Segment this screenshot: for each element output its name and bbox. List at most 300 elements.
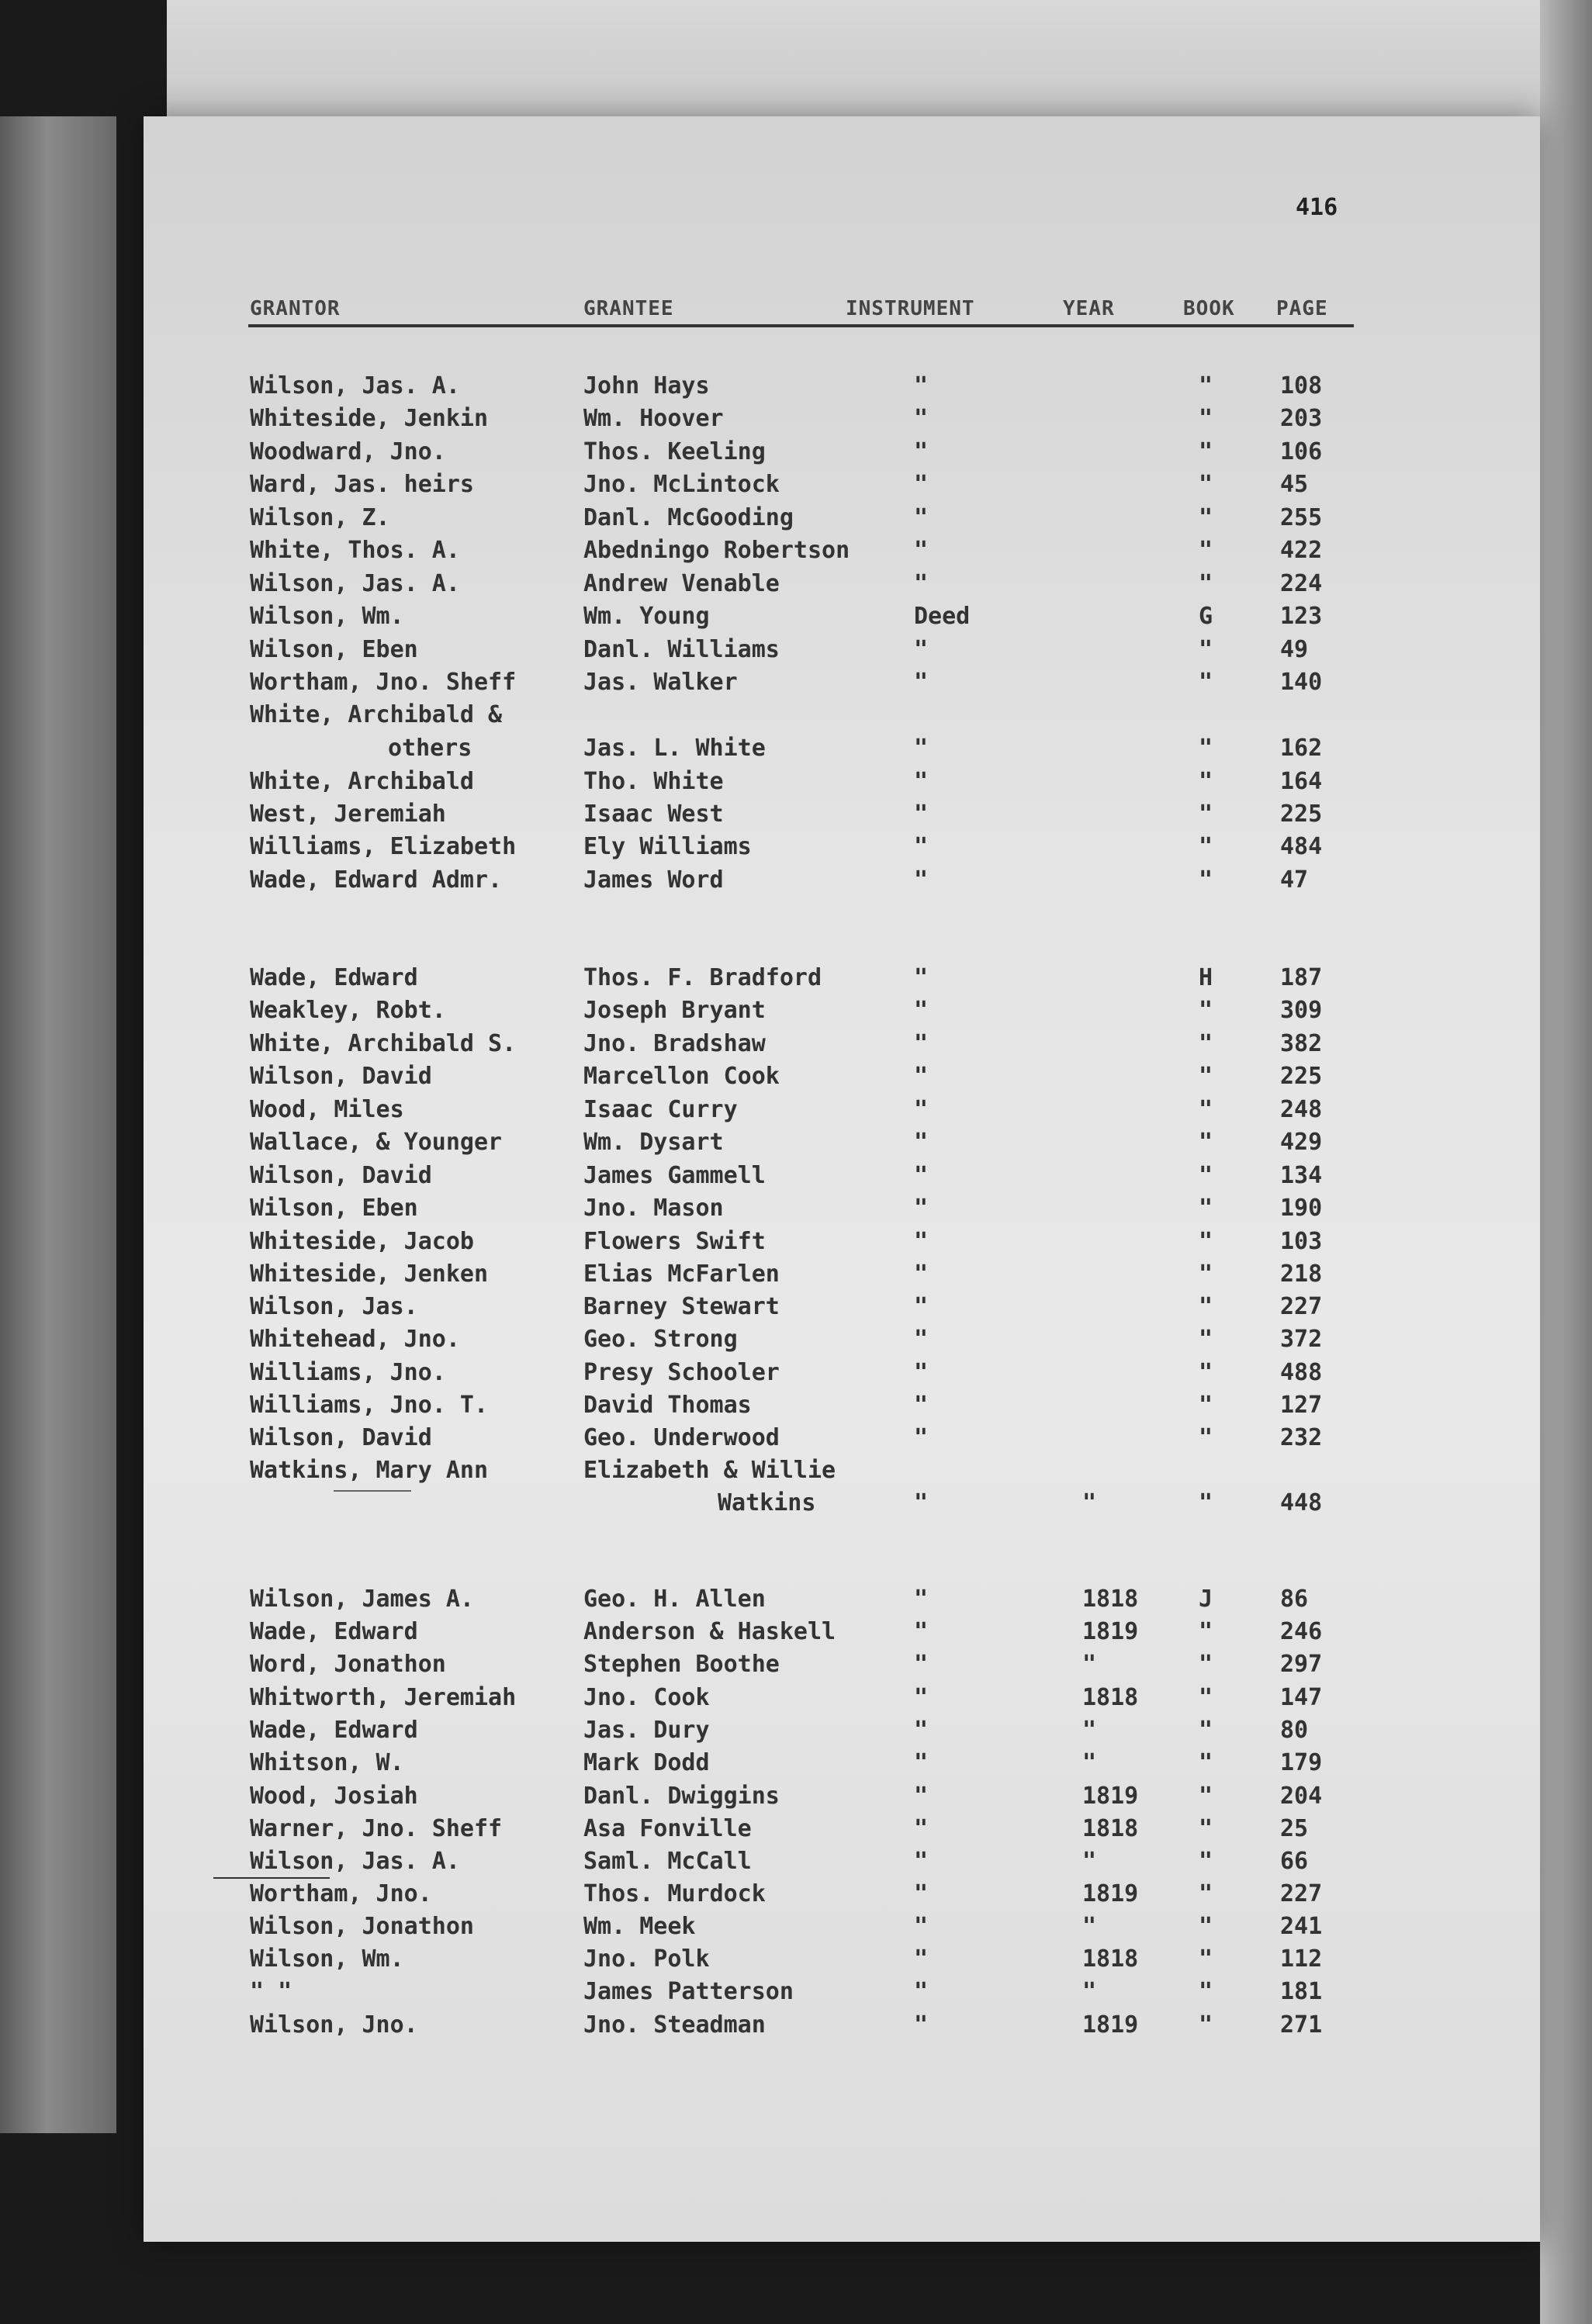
- cell-page: 309: [1280, 997, 1323, 1024]
- cell-grantee: Jno. Polk: [583, 1945, 710, 1973]
- table-row: [0, 1424, 1592, 1457]
- cell-instrument: ": [914, 801, 929, 828]
- cell-book: ": [1199, 1749, 1213, 1776]
- cell-grantor: Weakley, Robt.: [250, 997, 446, 1024]
- cell-book: H: [1199, 964, 1213, 991]
- cell-instrument: ": [914, 735, 929, 762]
- cell-grantor: Warner, Jno. Sheff: [250, 1815, 503, 1842]
- cell-page: 187: [1280, 964, 1323, 991]
- cell-book: ": [1199, 735, 1213, 762]
- header-grantee: GRANTEE: [583, 297, 674, 320]
- table-row: [0, 1618, 1592, 1651]
- cell-instrument: ": [914, 537, 929, 564]
- cell-book: ": [1199, 405, 1213, 432]
- cell-page: 241: [1280, 1913, 1323, 1940]
- cell-grantee: Ely Williams: [583, 833, 752, 860]
- cell-grantor: Williams, Jno. T.: [250, 1392, 489, 1419]
- cell-page: 255: [1280, 504, 1323, 531]
- cell-grantee: Wm. Meek: [583, 1913, 696, 1940]
- cell-grantee: Geo. Strong: [583, 1326, 738, 1353]
- table-row: [0, 1195, 1592, 1227]
- cell-grantee: Andrew Venable: [583, 570, 780, 597]
- cell-book: ": [1199, 570, 1213, 597]
- cell-grantee: Danl. McGooding: [583, 504, 794, 531]
- cell-grantee: Jas. Walker: [583, 669, 738, 696]
- cell-grantor: White, Thos. A.: [250, 537, 460, 564]
- cell-grantee: Watkins: [718, 1489, 816, 1516]
- cell-grantee: Abedningo Robertson: [583, 537, 850, 564]
- cell-grantee: Jno. McLintock: [583, 471, 780, 498]
- table-row: [0, 1096, 1592, 1129]
- cell-grantor: Woodward, Jno.: [250, 438, 446, 465]
- page-top-band: [167, 0, 1556, 124]
- cell-grantor: Wilson, Z.: [250, 504, 390, 531]
- cell-instrument: ": [914, 1489, 929, 1516]
- cell-book: ": [1199, 1618, 1213, 1645]
- cell-grantee: Jas. L. White: [583, 735, 766, 762]
- cell-grantor: Whiteside, Jenkin: [250, 405, 489, 432]
- cell-grantor: Watkins, Mary Ann: [250, 1457, 489, 1484]
- table-row: [0, 570, 1592, 603]
- cell-grantee: John Hays: [583, 372, 710, 399]
- cell-page: 47: [1280, 866, 1309, 894]
- cell-grantor: Wortham, Jno.: [250, 1880, 432, 1907]
- cell-instrument: ": [914, 1618, 929, 1645]
- cell-page: 227: [1280, 1880, 1323, 1907]
- header-book: BOOK: [1183, 297, 1235, 320]
- cell-instrument: ": [914, 636, 929, 663]
- cell-year: ": [1082, 1978, 1097, 2005]
- cell-book: ": [1199, 1783, 1213, 1810]
- cell-grantor: Wilson, Wm.: [250, 603, 404, 630]
- table-row: [0, 1063, 1592, 1095]
- cell-instrument: ": [914, 768, 929, 795]
- header-year: YEAR: [1063, 297, 1115, 320]
- cell-grantor: Wortham, Jno. Sheff: [250, 669, 517, 696]
- cell-page: 49: [1280, 636, 1309, 663]
- cell-book: ": [1199, 1945, 1213, 1973]
- cell-year: 1819: [1082, 1618, 1139, 1645]
- cell-book: ": [1199, 1195, 1213, 1222]
- cell-grantor: Wade, Edward Admr.: [250, 866, 503, 894]
- cell-grantor: Wood, Josiah: [250, 1783, 418, 1810]
- cell-grantor: Wilson, David: [250, 1424, 432, 1451]
- table-row: [0, 735, 1592, 767]
- cell-book: ": [1199, 504, 1213, 531]
- cell-grantee: Geo. H. Allen: [583, 1586, 766, 1613]
- cell-page: 86: [1280, 1586, 1309, 1613]
- cell-grantee: Joseph Bryant: [583, 997, 766, 1024]
- cell-grantor: Wilson, Eben: [250, 1195, 418, 1222]
- cell-instrument: ": [914, 1096, 929, 1123]
- cell-instrument: ": [914, 1326, 929, 1353]
- header-grantor: GRANTOR: [250, 297, 341, 320]
- cell-grantee: Jno. Bradshaw: [583, 1030, 766, 1057]
- cell-instrument: ": [914, 1978, 929, 2005]
- cell-page: 164: [1280, 768, 1323, 795]
- cell-year: ": [1082, 1651, 1097, 1678]
- cell-grantee: Thos. Murdock: [583, 1880, 766, 1907]
- cell-grantor: Williams, Elizabeth: [250, 833, 517, 860]
- table-row: [0, 1717, 1592, 1749]
- cell-grantee: Marcellon Cook: [583, 1063, 780, 1090]
- table-row: [0, 833, 1592, 866]
- cell-grantee: Wm. Young: [583, 603, 710, 630]
- cell-page: 80: [1280, 1717, 1309, 1744]
- cell-instrument: ": [914, 833, 929, 860]
- table-row: [0, 866, 1592, 899]
- cell-instrument: ": [914, 1848, 929, 1875]
- table-row: [0, 636, 1592, 669]
- cell-page: 218: [1280, 1261, 1323, 1288]
- cell-page: 203: [1280, 405, 1323, 432]
- cell-grantee: Jas. Dury: [583, 1717, 710, 1744]
- cell-grantee: Wm. Hoover: [583, 405, 724, 432]
- cell-grantor: White, Archibald &: [250, 701, 503, 728]
- cell-book: ": [1199, 1913, 1213, 1940]
- cell-page: 227: [1280, 1293, 1323, 1320]
- cell-page: 140: [1280, 669, 1323, 696]
- cell-grantee: Elias McFarlen: [583, 1261, 780, 1288]
- table-row: [0, 1783, 1592, 1815]
- cell-book: ": [1199, 1684, 1213, 1711]
- cell-grantor: West, Jeremiah: [250, 801, 446, 828]
- cell-grantor: Whiteside, Jacob: [250, 1228, 474, 1255]
- cell-grantee: Wm. Dysart: [583, 1129, 724, 1156]
- cell-book: ": [1199, 1978, 1213, 2005]
- cell-instrument: ": [914, 1228, 929, 1255]
- cell-book: ": [1199, 1096, 1213, 1123]
- cell-book: ": [1199, 2011, 1213, 2039]
- table-row: [0, 1651, 1592, 1683]
- cell-book: G: [1199, 603, 1213, 630]
- cell-grantor: Whiteside, Jenken: [250, 1261, 489, 1288]
- cell-page: 225: [1280, 801, 1323, 828]
- table-row: [0, 1129, 1592, 1161]
- table-row: [0, 1815, 1592, 1848]
- table-row: [0, 504, 1592, 537]
- cell-book: ": [1199, 636, 1213, 663]
- table-row: [0, 669, 1592, 701]
- cell-instrument: ": [914, 2011, 929, 2039]
- cell-instrument: ": [914, 866, 929, 894]
- cell-grantor: Wood, Miles: [250, 1096, 404, 1123]
- cell-grantee: Isaac West: [583, 801, 724, 828]
- cell-grantor: Whitworth, Jeremiah: [250, 1684, 517, 1711]
- cell-page: 45: [1280, 471, 1309, 498]
- cell-grantor: " ": [250, 1978, 292, 2005]
- table-row: [0, 1030, 1592, 1063]
- cell-page: 112: [1280, 1945, 1323, 1973]
- cell-year: 1819: [1082, 2011, 1139, 2039]
- cell-instrument: ": [914, 570, 929, 597]
- table-row: [0, 1880, 1592, 1913]
- cell-grantee: David Thomas: [583, 1392, 752, 1419]
- cell-grantor: Ward, Jas. heirs: [250, 471, 474, 498]
- cell-grantee: Flowers Swift: [583, 1228, 766, 1255]
- cell-book: ": [1199, 1228, 1213, 1255]
- table-row: [0, 2011, 1592, 2044]
- cell-book: ": [1199, 1880, 1213, 1907]
- margin-strike-mark: [213, 1877, 330, 1879]
- cell-grantee: James Patterson: [583, 1978, 794, 2005]
- table-row: [0, 372, 1592, 405]
- cell-book: ": [1199, 438, 1213, 465]
- cell-instrument: ": [914, 1783, 929, 1810]
- cell-instrument: ": [914, 1424, 929, 1451]
- cell-grantor: White, Archibald: [250, 768, 474, 795]
- cell-instrument: ": [914, 1359, 929, 1386]
- cell-grantor: Wilson, Jas. A.: [250, 372, 460, 399]
- cell-book: ": [1199, 801, 1213, 828]
- cell-book: ": [1199, 471, 1213, 498]
- cell-page: 103: [1280, 1228, 1323, 1255]
- cell-grantee: Presy Schooler: [583, 1359, 780, 1386]
- table-row: [0, 537, 1592, 569]
- cell-book: ": [1199, 1261, 1213, 1288]
- cell-page: 225: [1280, 1063, 1323, 1090]
- cell-page: 127: [1280, 1392, 1323, 1419]
- header-rule: [248, 324, 1354, 327]
- cell-year: ": [1082, 1489, 1097, 1516]
- table-row: [0, 1848, 1592, 1880]
- cell-year: 1818: [1082, 1684, 1139, 1711]
- cell-grantor: Wilson, Jno.: [250, 2011, 418, 2039]
- table-row: [0, 438, 1592, 471]
- cell-instrument: ": [914, 471, 929, 498]
- cell-year: 1818: [1082, 1815, 1139, 1842]
- cell-page: 190: [1280, 1195, 1323, 1222]
- cell-year: 1818: [1082, 1586, 1139, 1613]
- cell-page: 246: [1280, 1618, 1323, 1645]
- table-row: [0, 1261, 1592, 1293]
- table-row: [0, 801, 1592, 833]
- cell-book: ": [1199, 1651, 1213, 1678]
- table-row: [0, 1586, 1592, 1618]
- table-row: [0, 471, 1592, 503]
- cell-page: 484: [1280, 833, 1323, 860]
- header-page: PAGE: [1276, 297, 1328, 320]
- cell-book: ": [1199, 1717, 1213, 1744]
- cell-book: ": [1199, 669, 1213, 696]
- cell-book: ": [1199, 1848, 1213, 1875]
- cell-instrument: ": [914, 1880, 929, 1907]
- cell-grantor: Wilson, Eben: [250, 636, 418, 663]
- cell-grantor: Wilson, Jas.: [250, 1293, 418, 1320]
- cell-book: ": [1199, 1063, 1213, 1090]
- cell-page: 232: [1280, 1424, 1323, 1451]
- cell-grantee: James Gammell: [583, 1162, 766, 1189]
- cell-instrument: ": [914, 669, 929, 696]
- cell-book: ": [1199, 866, 1213, 894]
- cell-year: ": [1082, 1749, 1097, 1776]
- cell-page: 106: [1280, 438, 1323, 465]
- cell-book: ": [1199, 1129, 1213, 1156]
- cell-page: 382: [1280, 1030, 1323, 1057]
- table-row: [0, 1978, 1592, 2011]
- cell-page: 66: [1280, 1848, 1309, 1875]
- cell-grantor: Wade, Edward: [250, 964, 418, 991]
- cell-book: ": [1199, 372, 1213, 399]
- cell-instrument: ": [914, 1717, 929, 1744]
- cell-book: ": [1199, 1293, 1213, 1320]
- cell-page: 422: [1280, 537, 1323, 564]
- cell-year: ": [1082, 1913, 1097, 1940]
- cell-instrument: ": [914, 1913, 929, 1940]
- cell-instrument: ": [914, 1030, 929, 1057]
- cell-book: ": [1199, 1326, 1213, 1353]
- cell-grantee: Anderson & Haskell: [583, 1618, 836, 1645]
- cell-book: ": [1199, 1815, 1213, 1842]
- cell-page: 162: [1280, 735, 1323, 762]
- cell-instrument: ": [914, 1392, 929, 1419]
- cell-instrument: ": [914, 438, 929, 465]
- cell-year: ": [1082, 1848, 1097, 1875]
- cell-instrument: ": [914, 1261, 929, 1288]
- cell-grantee: Asa Fonville: [583, 1815, 752, 1842]
- cell-grantor: others: [388, 735, 472, 762]
- table-row: [0, 964, 1592, 997]
- cell-instrument: ": [914, 504, 929, 531]
- table-row: [0, 1457, 1592, 1489]
- cell-instrument: Deed: [914, 603, 971, 630]
- cell-grantor: Wallace, & Younger: [250, 1129, 503, 1156]
- cell-grantor: Wilson, David: [250, 1162, 432, 1189]
- cell-grantor: Williams, Jno.: [250, 1359, 446, 1386]
- cell-grantee: Jno. Cook: [583, 1684, 710, 1711]
- cell-grantor: Wilson, Jas. A.: [250, 570, 460, 597]
- cell-year: 1819: [1082, 1880, 1139, 1907]
- cell-book: ": [1199, 833, 1213, 860]
- cell-page: 179: [1280, 1749, 1323, 1776]
- table-row: [0, 1489, 1592, 1522]
- page-number: 416: [1296, 194, 1338, 221]
- cell-instrument: ": [914, 1684, 929, 1711]
- cell-instrument: ": [914, 1749, 929, 1776]
- cell-grantor: Wade, Edward: [250, 1717, 418, 1744]
- table-row: [0, 1293, 1592, 1326]
- cell-page: 488: [1280, 1359, 1323, 1386]
- cell-page: 147: [1280, 1684, 1323, 1711]
- cell-page: 108: [1280, 372, 1323, 399]
- cell-grantee: Danl. Williams: [583, 636, 780, 663]
- table-row: [0, 405, 1592, 437]
- cell-grantee: Jno. Mason: [583, 1195, 724, 1222]
- cell-book: ": [1199, 1392, 1213, 1419]
- cell-page: 372: [1280, 1326, 1323, 1353]
- cell-year: 1818: [1082, 1945, 1139, 1973]
- cell-grantee: Stephen Boothe: [583, 1651, 780, 1678]
- cell-grantee: Danl. Dwiggins: [583, 1783, 780, 1810]
- cell-grantee: Mark Dodd: [583, 1749, 710, 1776]
- table-row: [0, 997, 1592, 1029]
- table-row: [0, 1359, 1592, 1392]
- cell-grantee: Elizabeth & Willie: [583, 1457, 836, 1484]
- cell-grantee: Geo. Underwood: [583, 1424, 780, 1451]
- cell-grantor: Wilson, James A.: [250, 1586, 474, 1613]
- cell-page: 429: [1280, 1129, 1323, 1156]
- cell-page: 297: [1280, 1651, 1323, 1678]
- cell-instrument: ": [914, 1129, 929, 1156]
- cell-instrument: ": [914, 1586, 929, 1613]
- cell-grantor: Wilson, Jonathon: [250, 1913, 474, 1940]
- table-row: [0, 1326, 1592, 1358]
- cell-instrument: ": [914, 1162, 929, 1189]
- cell-year: ": [1082, 1717, 1097, 1744]
- cell-page: 224: [1280, 570, 1323, 597]
- cell-page: 271: [1280, 2011, 1323, 2039]
- cell-book: ": [1199, 1359, 1213, 1386]
- table-row: [0, 1392, 1592, 1424]
- header-instrument: INSTRUMENT: [846, 297, 975, 320]
- cell-book: ": [1199, 768, 1213, 795]
- cell-page: 134: [1280, 1162, 1323, 1189]
- table-row: [0, 701, 1592, 734]
- cell-grantor: White, Archibald S.: [250, 1030, 517, 1057]
- cell-book: ": [1199, 537, 1213, 564]
- cell-instrument: ": [914, 997, 929, 1024]
- cell-grantee: James Word: [583, 866, 724, 894]
- cell-instrument: ": [914, 1815, 929, 1842]
- cell-page: 204: [1280, 1783, 1323, 1810]
- cell-instrument: ": [914, 405, 929, 432]
- cell-instrument: ": [914, 1293, 929, 1320]
- cell-grantor: Whitehead, Jno.: [250, 1326, 460, 1353]
- table-row: [0, 1162, 1592, 1195]
- table-row: [0, 1749, 1592, 1782]
- cell-book: ": [1199, 1030, 1213, 1057]
- table-row: [0, 603, 1592, 635]
- cell-year: 1819: [1082, 1783, 1139, 1810]
- cell-page: 25: [1280, 1815, 1309, 1842]
- cell-book: ": [1199, 1424, 1213, 1451]
- cell-grantor: Word, Jonathon: [250, 1651, 446, 1678]
- cell-page: 448: [1280, 1489, 1323, 1516]
- cell-grantee: Thos. Keeling: [583, 438, 766, 465]
- cell-page: 248: [1280, 1096, 1323, 1123]
- cell-grantor: Wilson, David: [250, 1063, 432, 1090]
- cell-page: 123: [1280, 603, 1323, 630]
- cell-book: ": [1199, 1162, 1213, 1189]
- cell-instrument: ": [914, 372, 929, 399]
- section-underline: [334, 1490, 411, 1492]
- cell-instrument: ": [914, 1651, 929, 1678]
- cell-grantee: Saml. McCall: [583, 1848, 752, 1875]
- table-row: [0, 1913, 1592, 1945]
- cell-grantee: Tho. White: [583, 768, 724, 795]
- cell-grantor: Whitson, W.: [250, 1749, 404, 1776]
- cell-instrument: ": [914, 964, 929, 991]
- table-row: [0, 1684, 1592, 1717]
- cell-grantee: Jno. Steadman: [583, 2011, 766, 2039]
- cell-grantor: Wilson, Wm.: [250, 1945, 404, 1973]
- cell-grantor: Wade, Edward: [250, 1618, 418, 1645]
- cell-grantee: Isaac Curry: [583, 1096, 738, 1123]
- table-row: [0, 1228, 1592, 1261]
- table-row: [0, 1945, 1592, 1978]
- cell-book: J: [1199, 1586, 1213, 1613]
- cell-instrument: ": [914, 1063, 929, 1090]
- cell-grantee: Thos. F. Bradford: [583, 964, 822, 991]
- cell-book: ": [1199, 997, 1213, 1024]
- cell-page: 181: [1280, 1978, 1323, 2005]
- cell-grantor: Wilson, Jas. A.: [250, 1848, 460, 1875]
- cell-instrument: ": [914, 1195, 929, 1222]
- table-row: [0, 768, 1592, 801]
- cell-book: ": [1199, 1489, 1213, 1516]
- cell-grantee: Barney Stewart: [583, 1293, 780, 1320]
- cell-instrument: ": [914, 1945, 929, 1973]
